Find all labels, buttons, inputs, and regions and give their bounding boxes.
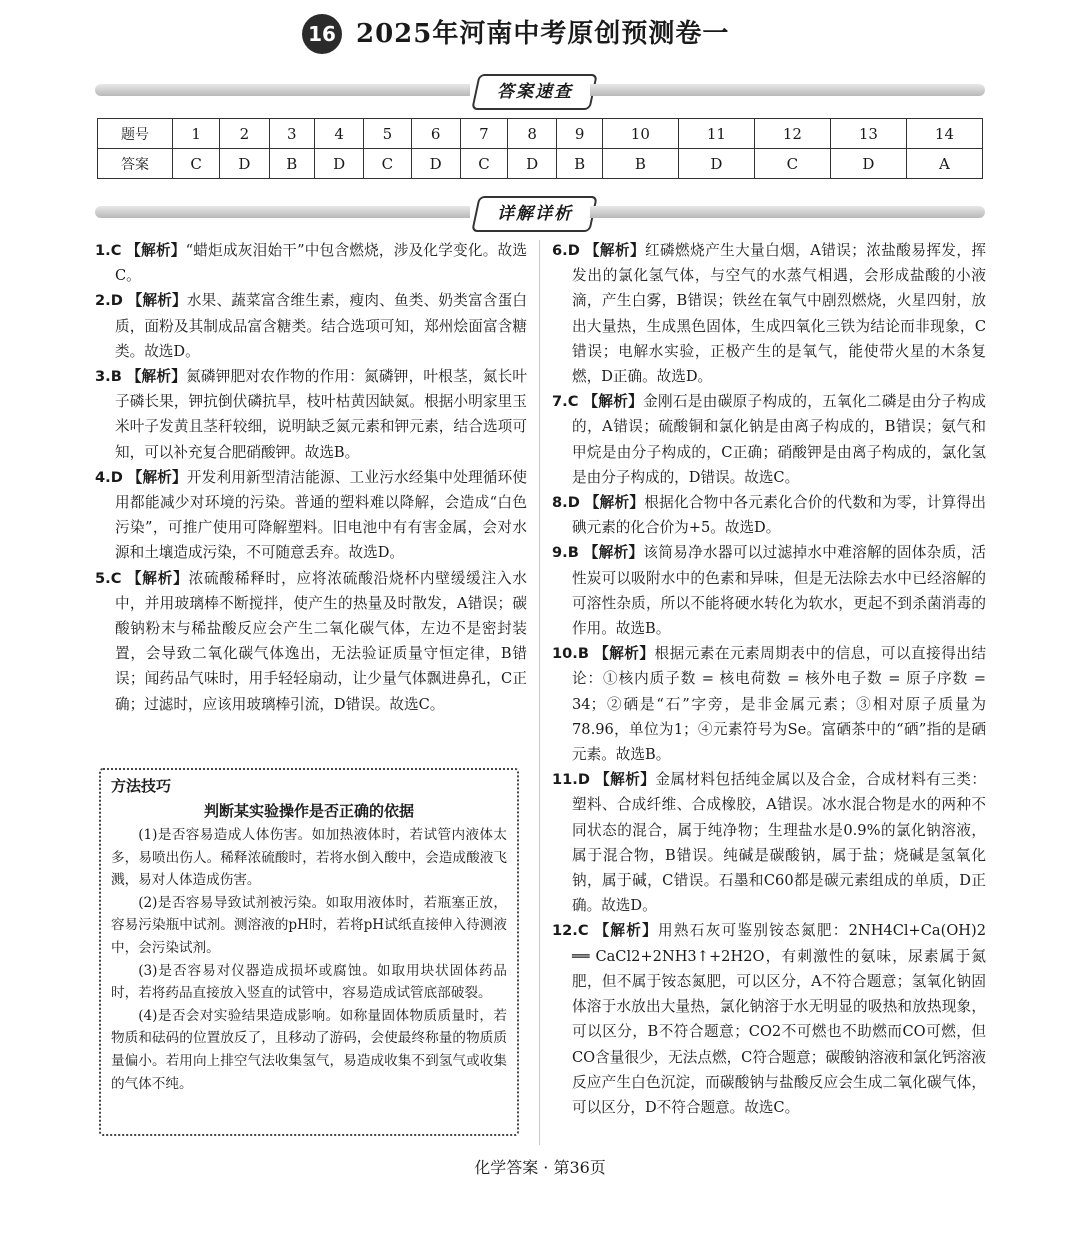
- item-number: 4.: [95, 468, 111, 486]
- question-number: 4: [315, 119, 364, 149]
- question-number: 9: [557, 119, 603, 149]
- item-answer: D: [110, 292, 123, 310]
- explanation-item: [552, 238, 986, 389]
- paper-number-badge: 16: [302, 14, 342, 54]
- tips-paragraph: (1)是否容易造成人体伤害。如加热液体时，若试管内液体太多，易喷出伤人。稀释浓硫酸时，若将水倒入酸中，会造成酸液飞溅，易对人体造成伤害。: [111, 827, 507, 889]
- item-answer: C: [110, 569, 122, 587]
- item-number: 3.: [95, 368, 111, 386]
- item-answer: D: [577, 771, 590, 789]
- item-text: 红磷燃烧产生大量白烟，A错误；浓盐酸易挥发，挥发出的氯化氢气体，与空气的水蒸气相遇，会形成盐酸的小液滴，产生白雾，B错误；铁丝在氧气中剧烈燃烧，火星四射，放出大量热，生成黑色固体，生成四氧化三铁为结论而非现象，C错误；电解水实验，正极产生的是氧气，能使带火星的木条复燃，D正确。故选D。: [572, 242, 986, 386]
- item-answer: C: [567, 393, 579, 411]
- page-footer: 化学答案 · 第36页: [474, 1158, 606, 1177]
- item-number: 6.: [552, 242, 568, 259]
- analysis-tag: 【解析】: [126, 242, 186, 259]
- analysis-tag: 【解析】: [583, 544, 644, 562]
- analysis-tag: 【解析】: [584, 242, 645, 259]
- right-column: [552, 238, 986, 1120]
- explanation-item: [95, 238, 527, 288]
- section-label: 详解详析: [471, 196, 598, 232]
- question-number: 5: [364, 119, 411, 149]
- item-text: 根据元素在元素周期表中的信息，可以直接得出结论：①核内质子数 = 核电荷数 = 核外电子数 = 原子序数 = 34；②硒是“石”字旁，是非金属元素；③相对原子质量为78.96，单位为1；④元素符号为Se。富硒茶中的“硒”指的是硒元素。故选B。: [572, 645, 986, 764]
- page-title: 2025年河南中考原创预测卷一: [356, 19, 730, 49]
- item-text: 用熟石灰可鉴别铵态氮肥：2NH4Cl+Ca(OH)2 ══ CaCl2+2NH3↑+2H2O，有刺激性的氨味，尿素属于氮肥，但不属于铵态氮肥，可以区分，A不符合题意；氢氧化钠固体溶于水放出大量热，氯化钠溶于水无明显的吸热和放热现象，可以区分，B不符合题意；CO2不可燃也不助燃而CO可燃，但CO含量很少，无法点燃，C符合题意；碳酸钠溶液和氯化钙溶液反应产生白色沉淀，而碳酸钠与盐酸反应会生成二氧化碳气体，可以区分，D不符合题意。故选C。: [572, 922, 986, 1116]
- question-number: 1: [173, 119, 220, 149]
- answer-cell: C: [460, 149, 507, 179]
- tips-subtitle: 判断某实验操作是否正确的依据: [203, 802, 414, 820]
- item-text: 浓硫酸稀释时，应将浓硫酸沿烧杯内壁缓缓注入水中，并用玻璃棒不断搅拌，使产生的热量及时散发，A错误；碳酸钠粉末与稀盐酸反应会产生二氧化碳气体，左边不是密封装置，会导致二氧化碳气体逸出，无法验证质量守恒定律，B错误；闻药品气味时，用手轻轻扇动，让少量气体飘进鼻孔，C正确；过滤时，应该用玻璃棒引流，D错误。故选C。: [115, 569, 527, 713]
- answer-cell: D: [508, 149, 557, 179]
- analysis-tag: 【解析】: [594, 922, 659, 940]
- method-tips-box: [99, 768, 519, 1136]
- item-text: 水果、蔬菜富含维生素，瘦肉、鱼类、奶类富含蛋白质，面粉及其制成品富含糖类。结合选项可知，郑州烩面富含糖类。故选D。: [115, 292, 527, 360]
- answer-table: [97, 118, 983, 179]
- answer-cell: D: [830, 149, 906, 179]
- column-divider: [539, 240, 540, 1145]
- item-text: 金刚石是由碳原子构成的，五氧化二磷是由分子构成的，A错误；硫酸铜和氯化钠是由离子构成的，B错误；氨气和甲烷是由分子构成的，C正确；硝酸钾是由离子构成的，氯化氢是由分子构成的，D错误。故选C。: [572, 393, 986, 486]
- item-number: 12.: [552, 922, 578, 940]
- question-number: 6: [411, 119, 460, 149]
- question-number-row: [98, 119, 983, 149]
- question-number: 11: [678, 119, 754, 149]
- item-answer: C: [577, 922, 589, 940]
- item-answer: D: [567, 242, 580, 259]
- item-number: 8.: [552, 494, 568, 512]
- analysis-tag: 【解析】: [595, 771, 656, 789]
- explanation-item: [95, 566, 527, 717]
- item-number: 7.: [552, 393, 568, 411]
- answer-cell: D: [315, 149, 364, 179]
- row-label: 题号: [98, 119, 173, 149]
- answer-cell: D: [411, 149, 460, 179]
- question-number: 3: [269, 119, 315, 149]
- item-number: 2.: [95, 292, 111, 310]
- explanation-item: [552, 540, 986, 641]
- item-text: “蜡炬成灰泪始干”中包含燃烧，涉及化学变化。故选C。: [115, 242, 527, 285]
- item-answer: B: [567, 544, 579, 562]
- item-text: 该简易净水器可以过滤掉水中难溶解的固体杂质，活性炭可以吸附水中的色素和异味，但是无法除去水中已经溶解的可溶性杂质，所以不能将硬水转化为软水，更起不到杀菌消毒的作用。故选B。: [572, 544, 986, 638]
- item-number: 1.: [95, 242, 111, 259]
- item-answer: D: [110, 468, 123, 486]
- analysis-tag: 【解析】: [583, 393, 644, 411]
- explanation-item: [95, 465, 527, 566]
- answer-row: [98, 149, 983, 179]
- explanation-item: [552, 490, 986, 540]
- question-number: 8: [508, 119, 557, 149]
- row-label: 答案: [98, 149, 173, 179]
- tips-paragraph: (2)是否容易导致试剂被污染。如取用液体时，若瓶塞正放，容易污染瓶中试剂。测溶液的pH时，若将pH试纸直接伸入待测液中，会污染试剂。: [111, 894, 507, 956]
- page-header: [0, 8, 1080, 58]
- explanation-item: [552, 918, 986, 1120]
- answer-cell: C: [173, 149, 220, 179]
- item-answer: D: [567, 494, 580, 512]
- item-text: 根据化合物中各元素化合价的代数和为零，计算得出碘元素的化合价为+5。故选D。: [572, 494, 986, 537]
- section-detailed-explanations: [95, 196, 985, 230]
- question-number: 10: [602, 119, 678, 149]
- answer-cell: C: [754, 149, 830, 179]
- explanation-item: [552, 767, 986, 918]
- question-number: 7: [460, 119, 507, 149]
- item-number: 9.: [552, 544, 568, 562]
- question-number: 2: [220, 119, 269, 149]
- tips-paragraph: (4)是否会对实验结果造成影响。如称量固体物质质量时，若物质和砝码的位置放反了，且移动了游码，会使最终称量的物质质量偏小。若用向上排空气法收集氢气，易造成收集不到氢气或收集的气体不纯。: [111, 1007, 507, 1092]
- analysis-tag: 【解析】: [126, 569, 189, 587]
- answer-cell: B: [269, 149, 315, 179]
- left-column: [95, 238, 527, 717]
- item-number: 11.: [552, 771, 578, 789]
- analysis-tag: 【解析】: [127, 292, 187, 310]
- answer-cell: B: [602, 149, 678, 179]
- item-text: 开发利用新型清洁能源、工业污水经集中处理循环使用都能减少对环境的污染。普通的塑料难以降解，会造成“白色污染”，可推广使用可降解塑料。旧电池中有有害金属，会对水源和土壤造成污染，不可随意丢弃。故选D。: [115, 468, 527, 562]
- question-number: 13: [830, 119, 906, 149]
- item-number: 10.: [552, 645, 578, 663]
- question-number: 14: [906, 119, 982, 149]
- item-answer: C: [110, 242, 122, 259]
- answer-cell: B: [557, 149, 603, 179]
- answer-cell: D: [220, 149, 269, 179]
- explanation-item: [552, 389, 986, 490]
- analysis-tag: 【解析】: [584, 494, 645, 512]
- answer-cell: D: [678, 149, 754, 179]
- tips-paragraph: (3)是否容易对仪器造成损坏或腐蚀。如取用块状固体药品时，若将药品直接放入竖直的试管中，容易造成试管底部破裂。: [111, 962, 507, 1002]
- explanation-item: [95, 288, 527, 364]
- item-answer: B: [110, 368, 122, 386]
- analysis-tag: 【解析】: [126, 368, 187, 386]
- item-answer: B: [577, 645, 589, 663]
- explanation-item: [552, 641, 986, 767]
- item-number: 5.: [95, 569, 111, 587]
- explanation-item: [95, 364, 527, 465]
- item-text: 氮磷钾肥对农作物的作用：氮磷钾，叶根茎，氮长叶子磷长果，钾抗倒伏磷抗旱，枝叶枯黄因缺氮。根据小明家里玉米叶子发黄且茎秆较细，说明缺乏氮元素和钾元素，结合选项可知，可以补充复合肥硝酸钾。故选B。: [115, 368, 527, 461]
- answer-cell: C: [364, 149, 411, 179]
- item-text: 金属材料包括纯金属以及合金，合成材料有三类：塑料、合成纤维、合成橡胶，A错误。冰水混合物是水的两种不同状态的混合，属于纯净物；生理盐水是0.9%的氯化钠溶液，属于混合物，B错误。纯碱是碳酸钠，属于盐；烧碱是氢氧化钠，属于碱，C错误。石墨和C60都是碳元素组成的单质，D正确。故选D。: [572, 771, 986, 915]
- analysis-tag: 【解析】: [127, 468, 187, 486]
- analysis-tag: 【解析】: [594, 645, 655, 663]
- tips-title: 方法技巧: [111, 777, 172, 795]
- section-quick-answers: [95, 74, 985, 108]
- question-number: 12: [754, 119, 830, 149]
- section-label: 答案速查: [471, 74, 598, 110]
- answer-cell: A: [906, 149, 982, 179]
